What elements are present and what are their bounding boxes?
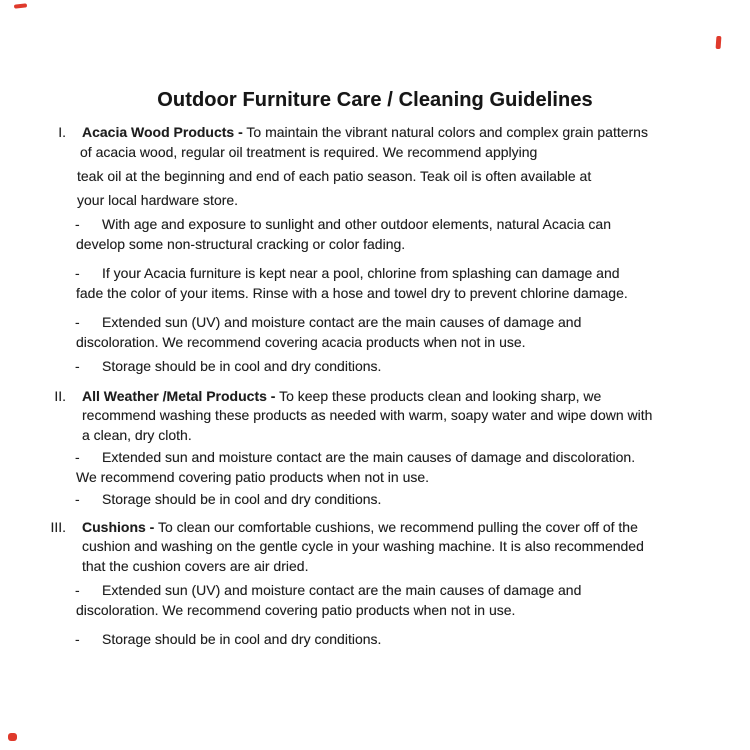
bullet-line: develop some non-structural cracking or color fading. — [76, 235, 406, 252]
bullet-dash: - — [75, 216, 80, 232]
body-line: cushion and washing on the gentle cycle in your washing machine. It is also recommended — [82, 538, 644, 554]
bullet-dash: - — [75, 631, 80, 647]
bullet-dash: - — [75, 449, 80, 465]
bullet-dash: - — [75, 358, 80, 374]
bullet-line: Extended sun and moisture contact are the main causes of damage and discoloration. — [102, 449, 636, 465]
section-heading: Acacia Wood Products - — [82, 124, 243, 140]
section-numeral: II. — [54, 387, 66, 404]
red-pen-mark-right — [716, 36, 722, 49]
red-pen-mark-top-left — [14, 3, 27, 8]
bullet-line: Storage should be in cool and dry conditions. — [102, 491, 382, 507]
body-line: a clean, dry cloth. — [82, 426, 192, 443]
section-numeral: I. — [58, 124, 66, 140]
page-title: Outdoor Furniture Care / Cleaning Guidelines — [157, 89, 593, 111]
section-heading-text: To keep these products clean and looking sharp, we — [275, 387, 602, 404]
bullet-line: fade the color of your items. Rinse with a hose and towel dry to prevent chlorine damage. — [76, 284, 628, 301]
bullet-dash: - — [75, 265, 80, 281]
body-line: your local hardware store. — [77, 191, 239, 208]
bullet-line: Storage should be in cool and dry conditions. — [102, 631, 382, 647]
bullet-line: If your Acacia furniture is kept near a pool, chlorine from splashing can damage and — [102, 265, 620, 281]
body-line: teak oil at the beginning and end of each patio season. Teak oil is often available at — [77, 168, 592, 184]
section-heading-text: To clean our comfortable cushions, we recommend pulling the cover off of the — [154, 518, 638, 535]
bullet-item — [76, 630, 712, 650]
bullet-item — [76, 215, 712, 254]
red-pen-mark-bottom-left — [8, 733, 17, 741]
bullet-dash: - — [75, 491, 80, 507]
section-heading-line — [82, 518, 712, 538]
bullet-item — [76, 490, 712, 510]
bullet-line: Extended sun (UV) and moisture contact are the main causes of damage and — [102, 314, 582, 330]
document-body — [50, 123, 712, 650]
bullet-line: We recommend covering patio products when not in use. — [76, 468, 430, 485]
bullet-item — [76, 448, 712, 487]
section-heading: All Weather /Metal Products - — [82, 387, 276, 404]
section-cushions — [50, 518, 712, 650]
body-line: recommend washing these products as needed with warm, soapy water and wipe down with — [82, 407, 653, 423]
bullet-line: Storage should be in cool and dry conditions. — [102, 358, 382, 374]
section-all-weather-metal — [54, 387, 712, 510]
bullet-dash: - — [75, 314, 80, 330]
section-heading: Cushions - — [82, 518, 155, 535]
bullet-line: With age and exposure to sunlight and other outdoor elements, natural Acacia can — [102, 216, 611, 232]
bullet-item — [76, 581, 712, 620]
section-heading-line — [82, 123, 712, 143]
section-heading-line — [82, 387, 712, 407]
section-heading-text: To maintain the vibrant natural colors and complex grain patterns — [242, 124, 648, 140]
bullet-dash: - — [75, 582, 80, 598]
bullet-line: Extended sun (UV) and moisture contact are the main causes of damage and — [102, 582, 582, 598]
section-acacia-wood — [58, 123, 712, 377]
bullet-item — [76, 313, 712, 352]
bullet-line: discoloration. We recommend covering acacia products when not in use. — [76, 333, 526, 350]
section-numeral: III. — [50, 518, 66, 535]
body-line: of acacia wood, regular oil treatment is required. We recommend applying — [80, 143, 538, 160]
bullet-item — [76, 357, 712, 377]
bullet-item — [76, 264, 712, 303]
bullet-line: discoloration. We recommend covering patio products when not in use. — [76, 601, 516, 618]
body-line: that the cushion covers are air dried. — [82, 557, 309, 574]
